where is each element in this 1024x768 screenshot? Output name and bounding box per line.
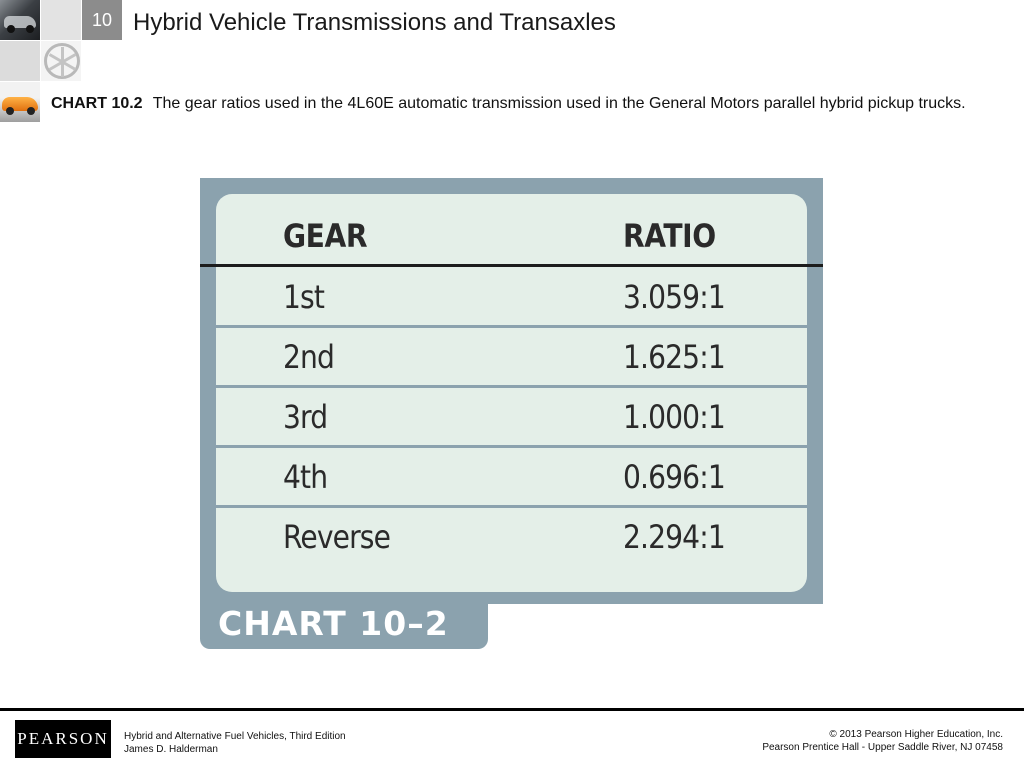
row-divider (200, 445, 823, 448)
table-cell-gear: 3rd (283, 398, 328, 436)
decor-tile (41, 0, 81, 40)
header-rule (200, 264, 823, 267)
caption-text: The gear ratios used in the 4L60E automatic transmission used in the General Motors parallel hybrid pickup trucks. (152, 95, 966, 112)
column-header-ratio: RATIO (623, 217, 716, 255)
wheel-photo-icon (41, 41, 81, 81)
chapter-number: 10 (82, 0, 122, 40)
slide-title: Hybrid Vehicle Transmissions and Transaxles (133, 9, 616, 36)
table-cell-gear: 4th (283, 458, 328, 496)
chart-caption (51, 91, 1001, 116)
row-divider (200, 325, 823, 328)
table-cell-gear: 2nd (283, 338, 334, 376)
table-cell-ratio: 2.294:1 (623, 518, 725, 556)
publisher-text: Pearson Prentice Hall - Upper Saddle River, NJ 07458 (762, 742, 1003, 753)
footer-book-info (124, 730, 346, 756)
row-divider (200, 385, 823, 388)
table-cell-gear: Reverse (283, 518, 391, 556)
footer-copyright (762, 728, 1003, 754)
column-header-gear: GEAR (283, 217, 368, 255)
table-cell-ratio: 3.059:1 (623, 278, 725, 316)
car-photo-icon (0, 0, 40, 40)
table-cell-gear: 1st (283, 278, 324, 316)
row-divider (200, 505, 823, 508)
book-title: Hybrid and Alternative Fuel Vehicles, Third Edition (124, 731, 346, 742)
decor-tile (0, 41, 40, 81)
table-cell-ratio: 1.000:1 (623, 398, 725, 436)
footer-divider (0, 708, 1024, 711)
copyright-text: © 2013 Pearson Higher Education, Inc. (829, 729, 1003, 740)
chart-tab-label: CHART 10–2 (218, 604, 449, 643)
table-cell-ratio: 0.696:1 (623, 458, 725, 496)
sports-car-photo-icon (0, 82, 40, 122)
table-cell-ratio: 1.625:1 (623, 338, 725, 376)
book-author: James D. Halderman (124, 744, 218, 755)
pearson-logo: PEARSON (15, 720, 111, 758)
caption-label: CHART 10.2 (51, 95, 143, 112)
